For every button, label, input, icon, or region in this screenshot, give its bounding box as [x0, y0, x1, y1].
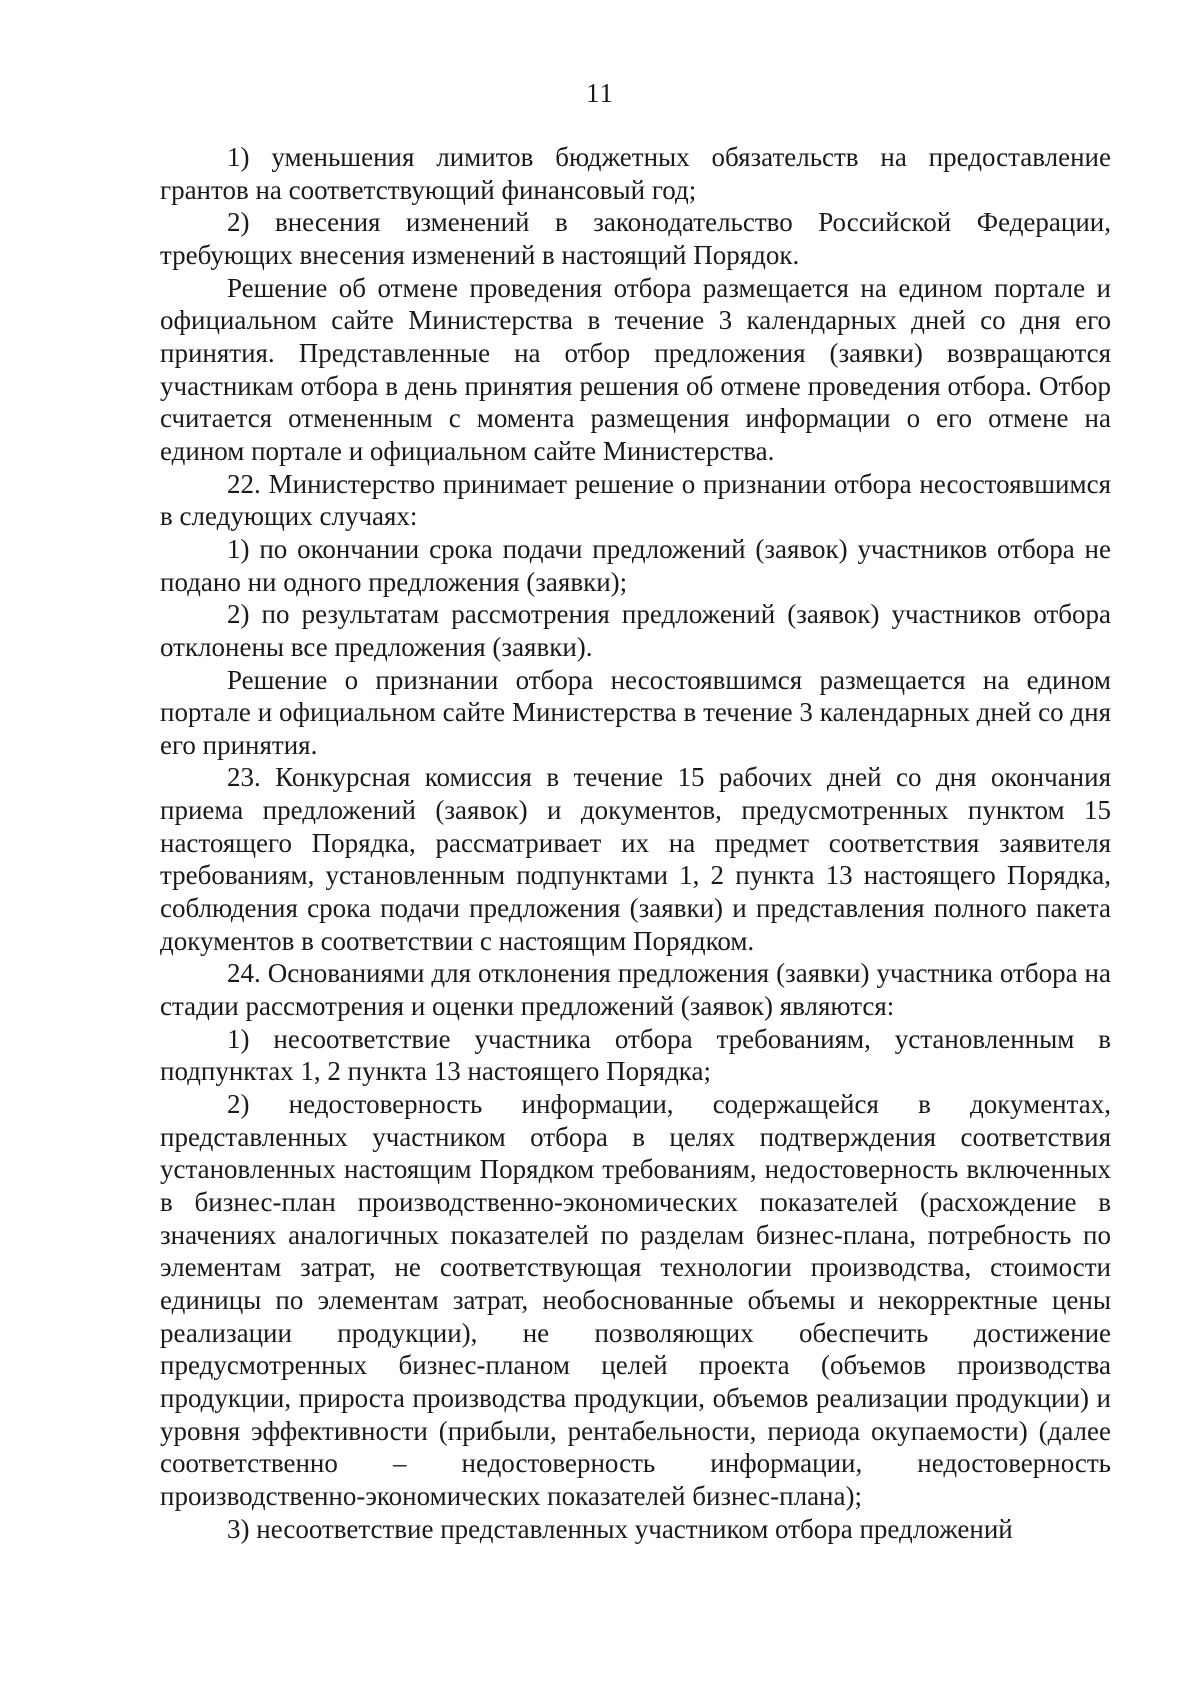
paragraph-clause-24-item-2: 2) недостоверность информации, содержащейся в документах, представленных участником отбора в целях подтверждения соответствия установленных настоящим Порядком требованиям, недостоверность включенных в бизнес-план производственно-экономических показателей (расхождение в значениях аналогичных показателей по разделам бизнес-плана, потребность по элементам затрат, не соответствующая технологии производства, стоимости единицы по элементам затрат, необоснованные объемы и некорректные цены реализации продукции), не позволяющих обеспечить достижение предусмотренных бизнес-планом целей проекта (объемов производства продукции, прироста производства продукции, объемов реализации продукции) и уровня эффективности (прибыли, рентабельности, периода окупаемости) (далее соответственно – недостоверность информации, недостоверность производственно-экономических показателей бизнес-плана);: [160, 1089, 1111, 1511]
paragraph-cancellation-decision: Решение об отмене проведения отбора размещается на едином портале и официальном сайте Министерства в течение 3 календарных дней со дня его принятия. Представленные на отбор предложения (заявки) возвращаются участникам отбора в день принятия решения об отмене проведения отбора. Отбор считается отмененным с момента размещения информации о его отмене на едином портале и официальном сайте Министерства.: [160, 272, 1111, 466]
paragraph-clause-24-item-3: 3) несоответствие представленных участником отбора предложений: [227, 1513, 1013, 1544]
paragraph-clause-24-item-1: 1) несоответствие участника отбора требованиям, установленным в подпунктах 1, 2 пункта 13 настоящего Порядка;: [160, 1023, 1111, 1087]
paragraph-clause-22-item-1: 1) по окончании срока подачи предложений (заявок) участников отбора не подано ни одного предложения (заявки);: [160, 533, 1111, 597]
paragraph-failed-selection-decision: Решение о признании отбора несостоявшимся размещается на едином портале и официальном сайте Министерства в течение 3 календарных дней со дня его принятия.: [160, 664, 1111, 760]
paragraph-clause-22-item-2: 2) по результатам рассмотрения предложений (заявок) участников отбора отклонены все предложения (заявки).: [160, 599, 1111, 662]
paragraph-clause-22: 22. Министерство принимает решение о признании отбора несостоявшимся в следующих случаях:: [160, 468, 1111, 532]
paragraph-clause-23: 23. Конкурсная комиссия в течение 15 рабочих дней со дня окончания приема предложений (заявок) и документов, предусмотренных пунктом 15 настоящего Порядка, рассматривает их на предмет соответствия заявителя требованиям, установленным подпунктами 1, 2 пункта 13 настоящего Порядка, соблюдения срока подачи предложения (заявки) и представления полного пакета документов в соответствии с настоящим Порядком.: [160, 762, 1111, 956]
paragraph-item-2-legislation-changes: 2) внесения изменений в законодательство Российской Федерации, требующих внесения изменений в настоящий Порядок.: [160, 207, 1111, 270]
page-number: 11: [586, 78, 614, 108]
paragraph-clause-24: 24. Основаниями для отклонения предложения (заявки) участника отбора на стадии рассмотрения и оценки предложений (заявок) являются:: [160, 958, 1111, 1022]
document-body: [160, 141, 1111, 1545]
paragraph-item-1-reduction-of-limits: 1) уменьшения лимитов бюджетных обязательств на предоставление грантов на соответствующий финансовый год;: [160, 142, 1111, 205]
